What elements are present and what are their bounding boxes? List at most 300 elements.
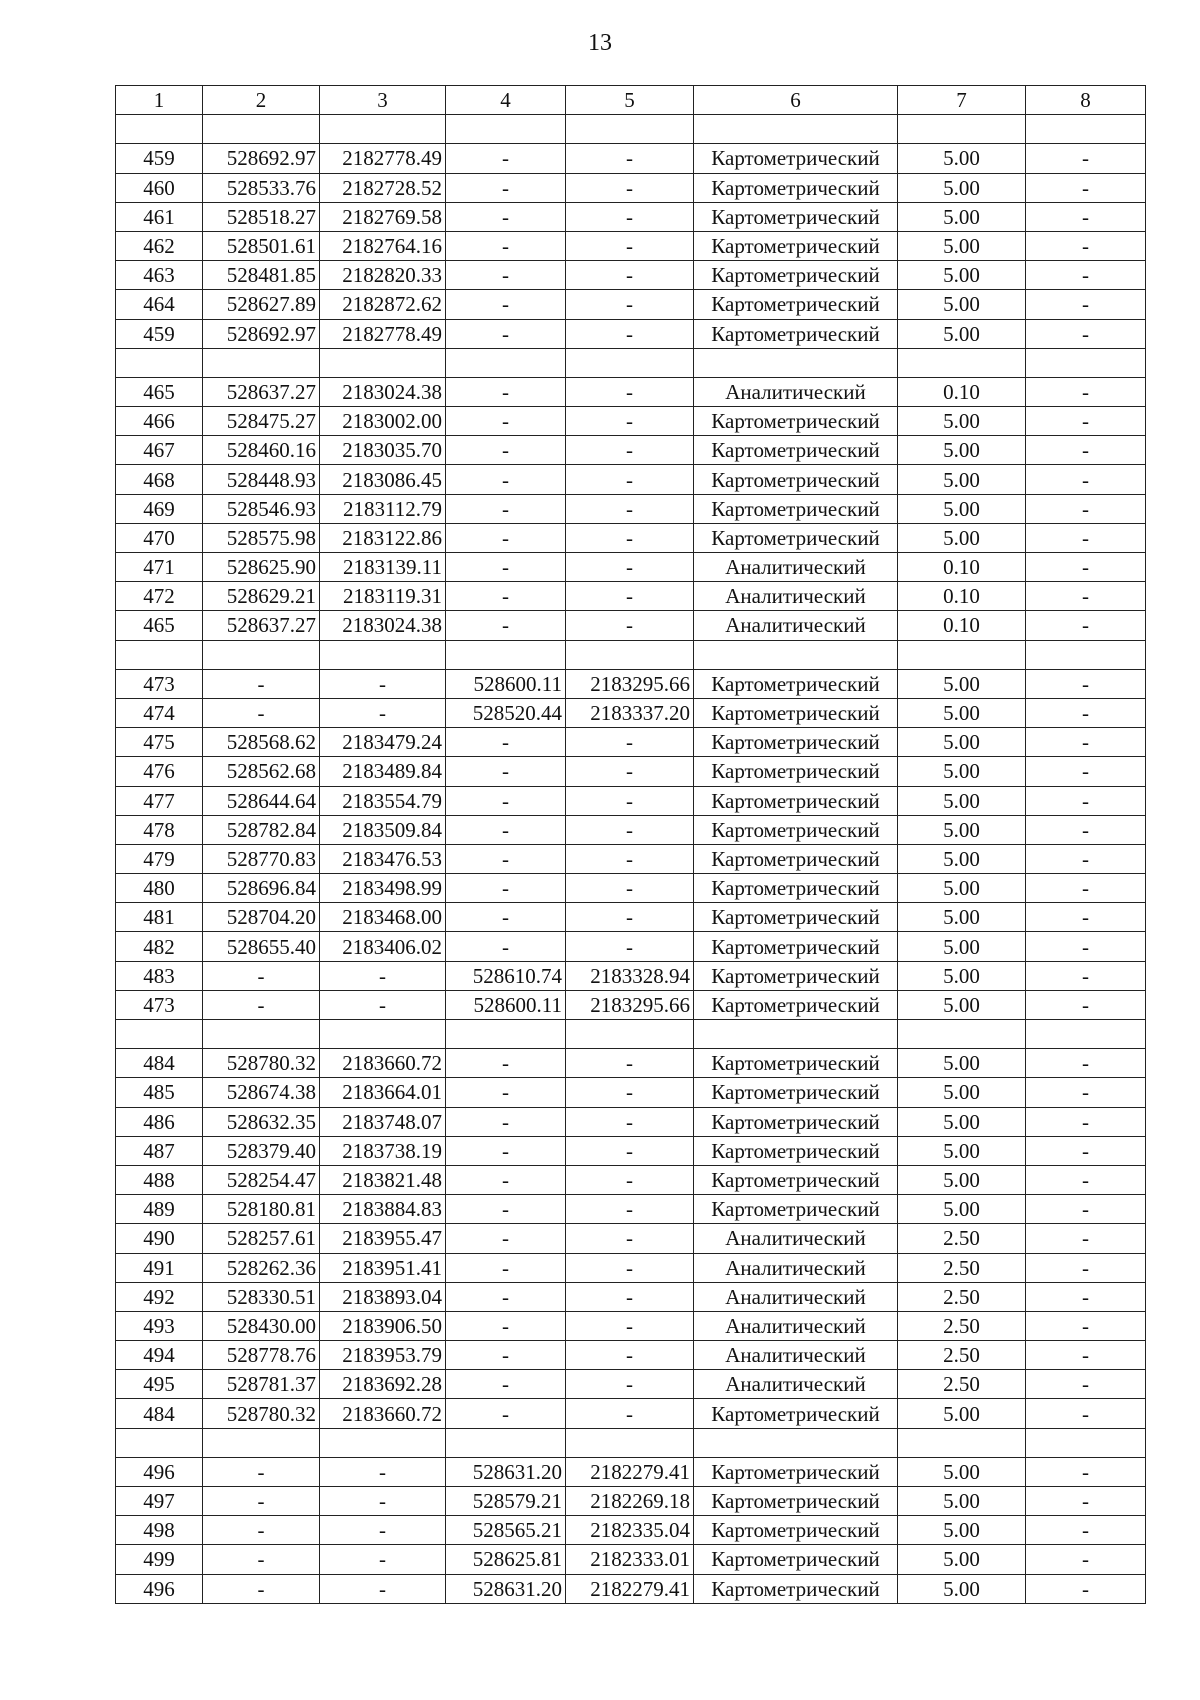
table-cell: Картометрический <box>694 1399 898 1428</box>
table-cell: - <box>320 1545 446 1574</box>
column-header: 3 <box>320 86 446 115</box>
table-cell: - <box>446 611 566 640</box>
table-cell: 528637.27 <box>203 611 320 640</box>
table-cell: 465 <box>116 611 203 640</box>
table-cell: Картометрический <box>694 1487 898 1516</box>
table-cell: - <box>1026 290 1146 319</box>
table-cell <box>694 1020 898 1049</box>
table-row <box>116 144 1146 173</box>
table-cell: 483 <box>116 961 203 990</box>
table-cell: 5.00 <box>898 173 1026 202</box>
table-cell: - <box>446 1107 566 1136</box>
column-header: 7 <box>898 86 1026 115</box>
table-cell <box>694 640 898 669</box>
table-cell <box>446 640 566 669</box>
table-cell: - <box>203 1487 320 1516</box>
table-cell: 496 <box>116 1574 203 1603</box>
table-cell: - <box>320 990 446 1019</box>
table-cell: - <box>446 903 566 932</box>
table-cell: 528262.36 <box>203 1253 320 1282</box>
table-cell: 476 <box>116 757 203 786</box>
table-cell: 5.00 <box>898 1107 1026 1136</box>
table-cell: Картометрический <box>694 436 898 465</box>
table-cell: - <box>1026 1457 1146 1486</box>
table-cell: - <box>566 173 694 202</box>
table-cell: - <box>1026 582 1146 611</box>
table-cell: 494 <box>116 1341 203 1370</box>
table-row <box>116 698 1146 727</box>
table-row <box>116 1516 1146 1545</box>
table-cell: Аналитический <box>694 553 898 582</box>
table-cell: Картометрический <box>694 319 898 348</box>
table-cell: 2.50 <box>898 1311 1026 1340</box>
table-body <box>116 115 1146 1604</box>
table-cell: 459 <box>116 319 203 348</box>
table-cell: 2182778.49 <box>320 319 446 348</box>
table-cell: 5.00 <box>898 698 1026 727</box>
table-cell: 528782.84 <box>203 815 320 844</box>
table-row <box>116 1078 1146 1107</box>
table-cell: 5.00 <box>898 231 1026 260</box>
table-cell: - <box>320 669 446 698</box>
table-cell: 497 <box>116 1487 203 1516</box>
table-cell: 2183139.11 <box>320 553 446 582</box>
table-row <box>116 1399 1146 1428</box>
table-cell: 528644.64 <box>203 786 320 815</box>
table-row <box>116 231 1146 260</box>
table-cell: - <box>566 1311 694 1340</box>
table-cell <box>116 1020 203 1049</box>
table-cell <box>203 115 320 144</box>
column-header: 4 <box>446 86 566 115</box>
table-row <box>116 1341 1146 1370</box>
table-cell: 2182769.58 <box>320 202 446 231</box>
table-cell: 528565.21 <box>446 1516 566 1545</box>
table-cell: - <box>566 786 694 815</box>
table-cell: Картометрический <box>694 261 898 290</box>
table-cell: 528780.32 <box>203 1049 320 1078</box>
table-cell: 528704.20 <box>203 903 320 932</box>
table-cell <box>446 115 566 144</box>
table-cell: - <box>446 494 566 523</box>
table-cell: - <box>566 582 694 611</box>
table-cell: 2.50 <box>898 1224 1026 1253</box>
table-cell: 5.00 <box>898 290 1026 319</box>
table-cell: - <box>446 523 566 552</box>
table-cell: - <box>203 1574 320 1603</box>
table-cell: 2183951.41 <box>320 1253 446 1282</box>
table-cell: Аналитический <box>694 611 898 640</box>
table-cell: 528600.11 <box>446 990 566 1019</box>
table-cell: 528781.37 <box>203 1370 320 1399</box>
table-cell: - <box>446 1195 566 1224</box>
table-cell: 5.00 <box>898 1399 1026 1428</box>
table-cell: 464 <box>116 290 203 319</box>
table-cell: 2183119.31 <box>320 582 446 611</box>
table-cell: 5.00 <box>898 874 1026 903</box>
table-cell: - <box>566 1399 694 1428</box>
table-cell: 2182335.04 <box>566 1516 694 1545</box>
table-cell: 528692.97 <box>203 319 320 348</box>
table-cell: 5.00 <box>898 728 1026 757</box>
table-cell: - <box>566 553 694 582</box>
table-cell: 2183509.84 <box>320 815 446 844</box>
table-cell: - <box>1026 144 1146 173</box>
table-cell: 470 <box>116 523 203 552</box>
table-cell <box>566 640 694 669</box>
table-cell: Картометрический <box>694 961 898 990</box>
table-row <box>116 1195 1146 1224</box>
table-cell: 493 <box>116 1311 203 1340</box>
table-row <box>116 1457 1146 1486</box>
table-cell: 2183489.84 <box>320 757 446 786</box>
table-cell: 462 <box>116 231 203 260</box>
table-row <box>116 319 1146 348</box>
table-cell <box>320 640 446 669</box>
table-cell <box>898 115 1026 144</box>
table-cell: 5.00 <box>898 669 1026 698</box>
table-cell: Аналитический <box>694 1282 898 1311</box>
table-cell: - <box>320 1516 446 1545</box>
table-row <box>116 990 1146 1019</box>
table-cell: - <box>1026 1545 1146 1574</box>
table-cell <box>898 1020 1026 1049</box>
table-cell: 2182269.18 <box>566 1487 694 1516</box>
table-cell: 5.00 <box>898 1457 1026 1486</box>
table-cell: 5.00 <box>898 465 1026 494</box>
table-cell: 528568.62 <box>203 728 320 757</box>
table-cell: - <box>1026 1107 1146 1136</box>
table-cell: - <box>1026 1078 1146 1107</box>
table-cell: 2182333.01 <box>566 1545 694 1574</box>
table-cell: 2183295.66 <box>566 990 694 1019</box>
column-header: 6 <box>694 86 898 115</box>
table-row <box>116 1224 1146 1253</box>
table-cell: - <box>1026 961 1146 990</box>
table-cell: - <box>1026 1253 1146 1282</box>
table-cell <box>1026 1020 1146 1049</box>
table-cell: Аналитический <box>694 1253 898 1282</box>
table-cell: 528257.61 <box>203 1224 320 1253</box>
table-cell: - <box>1026 523 1146 552</box>
table-cell: 528627.89 <box>203 290 320 319</box>
table-cell: 499 <box>116 1545 203 1574</box>
table-cell: - <box>320 1457 446 1486</box>
table-cell <box>320 115 446 144</box>
table-cell: 5.00 <box>898 932 1026 961</box>
table-cell: - <box>1026 1370 1146 1399</box>
table-cell: 498 <box>116 1516 203 1545</box>
table-cell: - <box>1026 494 1146 523</box>
table-cell: - <box>1026 990 1146 1019</box>
table-cell: 5.00 <box>898 436 1026 465</box>
table-cell: - <box>446 1399 566 1428</box>
table-cell: 5.00 <box>898 844 1026 873</box>
table-cell: - <box>203 1545 320 1574</box>
table-row <box>116 465 1146 494</box>
table-cell: Аналитический <box>694 582 898 611</box>
table-cell: 528379.40 <box>203 1136 320 1165</box>
table-cell: - <box>203 961 320 990</box>
table-cell: 5.00 <box>898 1049 1026 1078</box>
table-cell <box>320 1428 446 1457</box>
table-cell: - <box>446 932 566 961</box>
table-cell: - <box>566 494 694 523</box>
table-cell: - <box>566 1253 694 1282</box>
table-cell: Картометрический <box>694 1107 898 1136</box>
table-cell: 2183476.53 <box>320 844 446 873</box>
table-cell: 5.00 <box>898 523 1026 552</box>
table-cell: - <box>566 465 694 494</box>
table-cell: 5.00 <box>898 1516 1026 1545</box>
table-cell: Картометрический <box>694 844 898 873</box>
table-cell: - <box>446 407 566 436</box>
table-cell: 2183664.01 <box>320 1078 446 1107</box>
table-cell: 528481.85 <box>203 261 320 290</box>
table-cell: - <box>566 1049 694 1078</box>
table-cell: 478 <box>116 815 203 844</box>
table-row <box>116 728 1146 757</box>
table-cell: 5.00 <box>898 202 1026 231</box>
table-cell <box>320 1020 446 1049</box>
table-cell: - <box>566 815 694 844</box>
table-cell: 492 <box>116 1282 203 1311</box>
table-cell: 2183002.00 <box>320 407 446 436</box>
table-cell <box>694 115 898 144</box>
table-cell: 473 <box>116 990 203 1019</box>
table-row <box>116 436 1146 465</box>
table-cell: Картометрический <box>694 465 898 494</box>
table-cell: 2183660.72 <box>320 1049 446 1078</box>
table-cell <box>203 1020 320 1049</box>
table-row <box>116 1107 1146 1136</box>
table-cell: - <box>1026 1224 1146 1253</box>
table-cell: 473 <box>116 669 203 698</box>
table-cell: 2183748.07 <box>320 1107 446 1136</box>
table-cell: 5.00 <box>898 1165 1026 1194</box>
table-cell: - <box>446 728 566 757</box>
table-cell: 491 <box>116 1253 203 1282</box>
table-cell: - <box>566 144 694 173</box>
table-row <box>116 1545 1146 1574</box>
table-cell: - <box>320 698 446 727</box>
table-separator-row <box>116 1020 1146 1049</box>
table-cell: 5.00 <box>898 1487 1026 1516</box>
table-cell: - <box>566 319 694 348</box>
column-header: 1 <box>116 86 203 115</box>
table-cell: - <box>446 377 566 406</box>
table-cell: - <box>1026 465 1146 494</box>
table-cell: 0.10 <box>898 553 1026 582</box>
table-cell: Картометрический <box>694 1049 898 1078</box>
coordinates-table <box>115 85 1146 1604</box>
table-cell: - <box>446 231 566 260</box>
table-cell: - <box>446 844 566 873</box>
table-cell: - <box>320 1574 446 1603</box>
table-cell: - <box>566 377 694 406</box>
table-cell: 528575.98 <box>203 523 320 552</box>
table-cell: Аналитический <box>694 377 898 406</box>
table-cell: 0.10 <box>898 611 1026 640</box>
table-row <box>116 1165 1146 1194</box>
table-cell: 2183024.38 <box>320 377 446 406</box>
table-cell: 488 <box>116 1165 203 1194</box>
table-cell: - <box>1026 786 1146 815</box>
table-cell: - <box>1026 669 1146 698</box>
page-number: 13 <box>588 30 612 56</box>
table-cell: 2183660.72 <box>320 1399 446 1428</box>
table-cell: 528692.97 <box>203 144 320 173</box>
table-cell: - <box>446 1370 566 1399</box>
table-cell: 5.00 <box>898 903 1026 932</box>
table-cell <box>694 1428 898 1457</box>
table-cell: 2183295.66 <box>566 669 694 698</box>
table-row <box>116 903 1146 932</box>
table-cell: - <box>566 1370 694 1399</box>
table-row <box>116 844 1146 873</box>
table-row <box>116 815 1146 844</box>
table-cell: - <box>1026 1195 1146 1224</box>
table-cell: - <box>566 728 694 757</box>
table-cell: 2183821.48 <box>320 1165 446 1194</box>
table-cell: Картометрический <box>694 1195 898 1224</box>
table-cell: 528430.00 <box>203 1311 320 1340</box>
table-cell: Аналитический <box>694 1224 898 1253</box>
table-cell: 528533.76 <box>203 173 320 202</box>
table-cell: 2183738.19 <box>320 1136 446 1165</box>
table-cell <box>566 115 694 144</box>
table-cell: - <box>1026 553 1146 582</box>
table-cell: 2183468.00 <box>320 903 446 932</box>
table-row <box>116 523 1146 552</box>
table-header-row <box>116 86 1146 115</box>
table-row <box>116 202 1146 231</box>
table-cell: 528632.35 <box>203 1107 320 1136</box>
table-cell: - <box>1026 1282 1146 1311</box>
table-cell: 467 <box>116 436 203 465</box>
table-cell: - <box>566 436 694 465</box>
table-cell <box>566 348 694 377</box>
table-cell: Картометрический <box>694 173 898 202</box>
table-cell <box>566 1020 694 1049</box>
table-cell: 528637.27 <box>203 377 320 406</box>
table-cell: Картометрический <box>694 932 898 961</box>
table-cell: 528631.20 <box>446 1574 566 1603</box>
table-cell: - <box>1026 1516 1146 1545</box>
table-row <box>116 932 1146 961</box>
column-header: 8 <box>1026 86 1146 115</box>
table-cell: 528562.68 <box>203 757 320 786</box>
table-cell: - <box>1026 173 1146 202</box>
table-cell: - <box>566 407 694 436</box>
table-cell <box>446 1428 566 1457</box>
table-cell: 5.00 <box>898 961 1026 990</box>
table-cell: 5.00 <box>898 990 1026 1019</box>
table-cell: Картометрический <box>694 1136 898 1165</box>
table-cell: - <box>1026 1574 1146 1603</box>
table-cell: - <box>203 1516 320 1545</box>
table-cell: - <box>566 202 694 231</box>
table-cell: 484 <box>116 1049 203 1078</box>
table-cell: - <box>566 523 694 552</box>
table-cell: - <box>1026 407 1146 436</box>
table-cell: 471 <box>116 553 203 582</box>
table-cell: 528696.84 <box>203 874 320 903</box>
table-cell: - <box>446 144 566 173</box>
table-cell: 481 <box>116 903 203 932</box>
table-cell: - <box>446 1136 566 1165</box>
table-cell: Картометрический <box>694 669 898 698</box>
table-cell: - <box>446 1282 566 1311</box>
table-row <box>116 1574 1146 1603</box>
table-cell: - <box>203 669 320 698</box>
table-cell: - <box>1026 202 1146 231</box>
table-cell <box>566 1428 694 1457</box>
table-cell: - <box>566 1165 694 1194</box>
table-cell: 2183692.28 <box>320 1370 446 1399</box>
table-cell: 477 <box>116 786 203 815</box>
table-cell: 2183906.50 <box>320 1311 446 1340</box>
table-cell <box>446 1020 566 1049</box>
table-cell: 2183955.47 <box>320 1224 446 1253</box>
table-cell: 528778.76 <box>203 1341 320 1370</box>
table-cell: - <box>566 231 694 260</box>
table-cell: 2.50 <box>898 1370 1026 1399</box>
table-separator-row <box>116 115 1146 144</box>
table-cell: - <box>1026 1165 1146 1194</box>
table-cell: - <box>1026 932 1146 961</box>
table-cell: - <box>566 1136 694 1165</box>
table-cell: - <box>566 1282 694 1311</box>
table-cell: 2.50 <box>898 1253 1026 1282</box>
table-cell: 5.00 <box>898 319 1026 348</box>
table-cell: - <box>446 757 566 786</box>
table-cell: 2183035.70 <box>320 436 446 465</box>
table-cell <box>898 1428 1026 1457</box>
table-cell: - <box>1026 1487 1146 1516</box>
table-cell: - <box>1026 1049 1146 1078</box>
table-row <box>116 1487 1146 1516</box>
table-row <box>116 1282 1146 1311</box>
table-cell: 528546.93 <box>203 494 320 523</box>
table-cell: 528579.21 <box>446 1487 566 1516</box>
table-cell: - <box>1026 1311 1146 1340</box>
table-cell <box>116 115 203 144</box>
table-row <box>116 1311 1146 1340</box>
table-cell: 5.00 <box>898 1195 1026 1224</box>
table-cell: - <box>1026 874 1146 903</box>
table-cell: - <box>320 1487 446 1516</box>
table-cell: 528625.90 <box>203 553 320 582</box>
table-cell: 2183122.86 <box>320 523 446 552</box>
table-cell: Картометрический <box>694 144 898 173</box>
table-cell: 2183112.79 <box>320 494 446 523</box>
table-cell: Картометрический <box>694 1078 898 1107</box>
table-cell: 2.50 <box>898 1282 1026 1311</box>
table-cell: - <box>446 874 566 903</box>
table-cell: Картометрический <box>694 990 898 1019</box>
table-cell: 2183884.83 <box>320 1195 446 1224</box>
table-cell: 485 <box>116 1078 203 1107</box>
table-cell <box>116 348 203 377</box>
table-cell: 472 <box>116 582 203 611</box>
table-row <box>116 407 1146 436</box>
table-row <box>116 173 1146 202</box>
table-cell: 528520.44 <box>446 698 566 727</box>
table-cell: 2182279.41 <box>566 1457 694 1486</box>
table-cell: 2182279.41 <box>566 1574 694 1603</box>
table-cell: - <box>1026 1136 1146 1165</box>
